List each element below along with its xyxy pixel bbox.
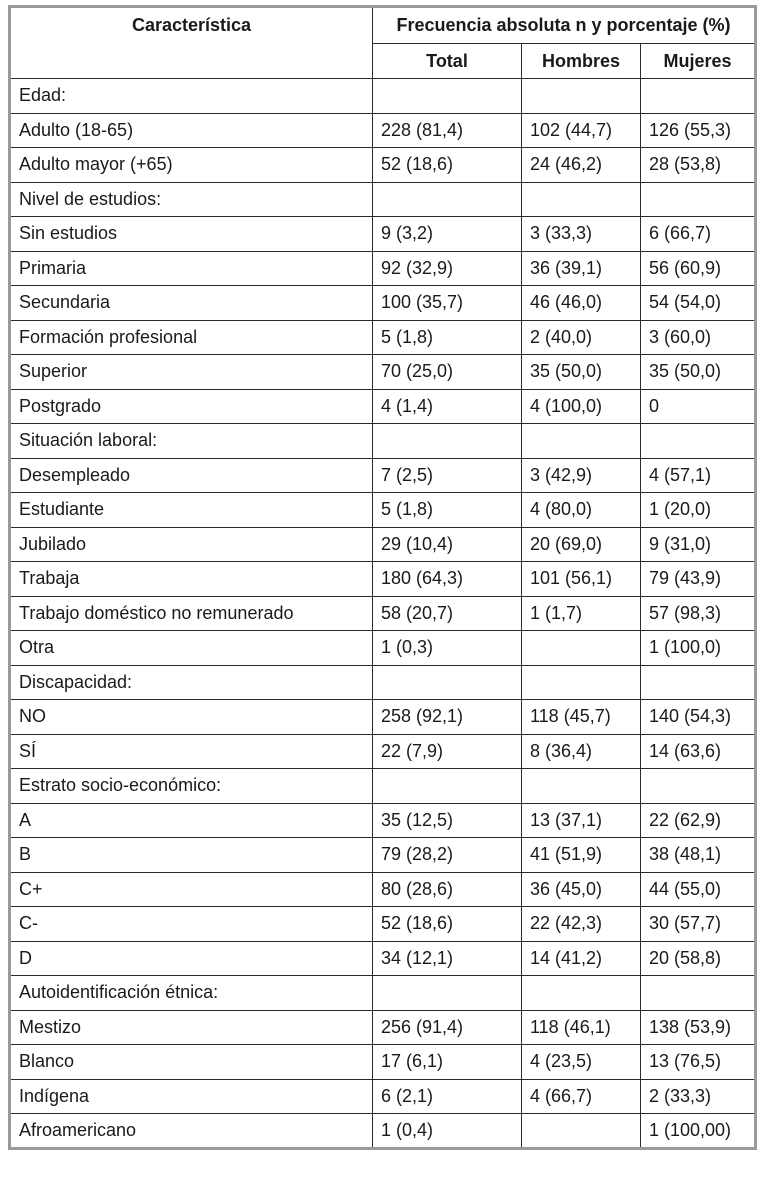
- cell-total: 52 (18,6): [373, 907, 522, 942]
- cell-total: 7 (2,5): [373, 458, 522, 493]
- demographics-table: [8, 5, 757, 1150]
- cell-total: 17 (6,1): [373, 1045, 522, 1080]
- cell-total: 258 (92,1): [373, 700, 522, 735]
- cell-women: [641, 665, 756, 700]
- cell-characteristic: Adulto mayor (+65): [10, 148, 373, 183]
- cell-total: [373, 182, 522, 217]
- cell-characteristic: SÍ: [10, 734, 373, 769]
- cell-men: [522, 665, 641, 700]
- cell-men: [522, 976, 641, 1011]
- table-row: [10, 631, 756, 666]
- cell-men: 41 (51,9): [522, 838, 641, 873]
- cell-women: [641, 79, 756, 114]
- header-men: Hombres: [522, 44, 641, 79]
- cell-characteristic: Jubilado: [10, 527, 373, 562]
- cell-men: 36 (39,1): [522, 251, 641, 286]
- table-row: [10, 389, 756, 424]
- cell-total: 22 (7,9): [373, 734, 522, 769]
- cell-women: 2 (33,3): [641, 1079, 756, 1114]
- cell-total: [373, 769, 522, 804]
- cell-total: 70 (25,0): [373, 355, 522, 390]
- cell-women: 35 (50,0): [641, 355, 756, 390]
- cell-men: 4 (23,5): [522, 1045, 641, 1080]
- cell-women: 20 (58,8): [641, 941, 756, 976]
- cell-women: 56 (60,9): [641, 251, 756, 286]
- cell-men: 13 (37,1): [522, 803, 641, 838]
- table-row: [10, 217, 756, 252]
- table-row: [10, 907, 756, 942]
- cell-women: 6 (66,7): [641, 217, 756, 252]
- table-row: [10, 1010, 756, 1045]
- cell-characteristic: Postgrado: [10, 389, 373, 424]
- cell-men: 4 (80,0): [522, 493, 641, 528]
- cell-total: 256 (91,4): [373, 1010, 522, 1045]
- table-row: [10, 562, 756, 597]
- cell-women: 126 (55,3): [641, 113, 756, 148]
- cell-men: 46 (46,0): [522, 286, 641, 321]
- table-row: [10, 1114, 756, 1149]
- cell-women: 44 (55,0): [641, 872, 756, 907]
- cell-men: 4 (66,7): [522, 1079, 641, 1114]
- cell-women: [641, 424, 756, 459]
- cell-men: 2 (40,0): [522, 320, 641, 355]
- cell-total: 4 (1,4): [373, 389, 522, 424]
- table-row: [10, 1045, 756, 1080]
- cell-total: 80 (28,6): [373, 872, 522, 907]
- cell-men: 24 (46,2): [522, 148, 641, 183]
- cell-characteristic: Trabajo doméstico no remunerado: [10, 596, 373, 631]
- cell-men: 14 (41,2): [522, 941, 641, 976]
- cell-characteristic: A: [10, 803, 373, 838]
- cell-total: 1 (0,3): [373, 631, 522, 666]
- cell-total: 5 (1,8): [373, 493, 522, 528]
- table-row: [10, 769, 756, 804]
- cell-women: 0: [641, 389, 756, 424]
- cell-characteristic: Secundaria: [10, 286, 373, 321]
- table-row: [10, 320, 756, 355]
- cell-women: 57 (98,3): [641, 596, 756, 631]
- table-row: [10, 458, 756, 493]
- cell-men: [522, 1114, 641, 1149]
- cell-total: [373, 79, 522, 114]
- cell-characteristic: Nivel de estudios:: [10, 182, 373, 217]
- cell-characteristic: Indígena: [10, 1079, 373, 1114]
- cell-characteristic: Superior: [10, 355, 373, 390]
- table-row: [10, 665, 756, 700]
- cell-men: 101 (56,1): [522, 562, 641, 597]
- cell-men: [522, 182, 641, 217]
- table-row: [10, 113, 756, 148]
- cell-characteristic: C-: [10, 907, 373, 942]
- cell-characteristic: Afroamericano: [10, 1114, 373, 1149]
- cell-total: 1 (0,4): [373, 1114, 522, 1149]
- table-row: [10, 527, 756, 562]
- cell-characteristic: Formación profesional: [10, 320, 373, 355]
- cell-women: 9 (31,0): [641, 527, 756, 562]
- cell-characteristic: Discapacidad:: [10, 665, 373, 700]
- cell-total: 79 (28,2): [373, 838, 522, 873]
- cell-men: 3 (33,3): [522, 217, 641, 252]
- cell-characteristic: Blanco: [10, 1045, 373, 1080]
- cell-men: 3 (42,9): [522, 458, 641, 493]
- table-row: [10, 148, 756, 183]
- cell-women: 54 (54,0): [641, 286, 756, 321]
- header-characteristic: Característica: [10, 7, 373, 79]
- cell-women: 140 (54,3): [641, 700, 756, 735]
- table-row: [10, 838, 756, 873]
- cell-characteristic: Estrato socio-económico:: [10, 769, 373, 804]
- cell-women: 1 (20,0): [641, 493, 756, 528]
- cell-total: 92 (32,9): [373, 251, 522, 286]
- cell-men: 22 (42,3): [522, 907, 641, 942]
- table-row: [10, 79, 756, 114]
- cell-total: 58 (20,7): [373, 596, 522, 631]
- cell-men: 118 (46,1): [522, 1010, 641, 1045]
- cell-men: [522, 79, 641, 114]
- cell-men: 102 (44,7): [522, 113, 641, 148]
- cell-total: 9 (3,2): [373, 217, 522, 252]
- table-row: [10, 1079, 756, 1114]
- header-women: Mujeres: [641, 44, 756, 79]
- cell-women: 38 (48,1): [641, 838, 756, 873]
- table-row: [10, 872, 756, 907]
- cell-characteristic: Adulto (18-65): [10, 113, 373, 148]
- table-row: [10, 976, 756, 1011]
- cell-total: 5 (1,8): [373, 320, 522, 355]
- table-row: [10, 286, 756, 321]
- cell-men: 20 (69,0): [522, 527, 641, 562]
- cell-total: [373, 976, 522, 1011]
- cell-men: 36 (45,0): [522, 872, 641, 907]
- table-body: [10, 79, 756, 1149]
- cell-total: 35 (12,5): [373, 803, 522, 838]
- table-row: [10, 493, 756, 528]
- cell-women: 4 (57,1): [641, 458, 756, 493]
- cell-characteristic: Mestizo: [10, 1010, 373, 1045]
- header-frequency-group: Frecuencia absoluta n y porcentaje (%): [373, 7, 756, 44]
- cell-men: 118 (45,7): [522, 700, 641, 735]
- table-row: [10, 251, 756, 286]
- cell-men: 8 (36,4): [522, 734, 641, 769]
- cell-women: 13 (76,5): [641, 1045, 756, 1080]
- cell-women: 30 (57,7): [641, 907, 756, 942]
- cell-men: 1 (1,7): [522, 596, 641, 631]
- cell-women: [641, 976, 756, 1011]
- table-row: [10, 700, 756, 735]
- cell-men: [522, 424, 641, 459]
- cell-total: 100 (35,7): [373, 286, 522, 321]
- cell-total: [373, 424, 522, 459]
- cell-women: 28 (53,8): [641, 148, 756, 183]
- cell-total: 52 (18,6): [373, 148, 522, 183]
- table-row: [10, 355, 756, 390]
- cell-characteristic: Sin estudios: [10, 217, 373, 252]
- cell-characteristic: D: [10, 941, 373, 976]
- cell-men: 4 (100,0): [522, 389, 641, 424]
- cell-characteristic: C+: [10, 872, 373, 907]
- header-total: Total: [373, 44, 522, 79]
- cell-total: 29 (10,4): [373, 527, 522, 562]
- cell-characteristic: Edad:: [10, 79, 373, 114]
- cell-men: [522, 769, 641, 804]
- cell-characteristic: NO: [10, 700, 373, 735]
- cell-total: 228 (81,4): [373, 113, 522, 148]
- cell-women: 1 (100,00): [641, 1114, 756, 1149]
- cell-total: 180 (64,3): [373, 562, 522, 597]
- table-row: [10, 803, 756, 838]
- table-row: [10, 596, 756, 631]
- cell-total: 6 (2,1): [373, 1079, 522, 1114]
- cell-women: 14 (63,6): [641, 734, 756, 769]
- table-row: [10, 424, 756, 459]
- cell-women: 3 (60,0): [641, 320, 756, 355]
- cell-characteristic: Desempleado: [10, 458, 373, 493]
- cell-characteristic: Otra: [10, 631, 373, 666]
- cell-women: 1 (100,0): [641, 631, 756, 666]
- cell-women: [641, 182, 756, 217]
- cell-characteristic: Primaria: [10, 251, 373, 286]
- cell-men: [522, 631, 641, 666]
- cell-women: 79 (43,9): [641, 562, 756, 597]
- cell-total: 34 (12,1): [373, 941, 522, 976]
- cell-women: 138 (53,9): [641, 1010, 756, 1045]
- table-row: [10, 941, 756, 976]
- cell-characteristic: Autoidentificación étnica:: [10, 976, 373, 1011]
- cell-characteristic: Estudiante: [10, 493, 373, 528]
- cell-women: [641, 769, 756, 804]
- cell-characteristic: B: [10, 838, 373, 873]
- table-row: [10, 182, 756, 217]
- cell-characteristic: Trabaja: [10, 562, 373, 597]
- table-row: [10, 734, 756, 769]
- cell-men: 35 (50,0): [522, 355, 641, 390]
- cell-women: 22 (62,9): [641, 803, 756, 838]
- cell-characteristic: Situación laboral:: [10, 424, 373, 459]
- cell-total: [373, 665, 522, 700]
